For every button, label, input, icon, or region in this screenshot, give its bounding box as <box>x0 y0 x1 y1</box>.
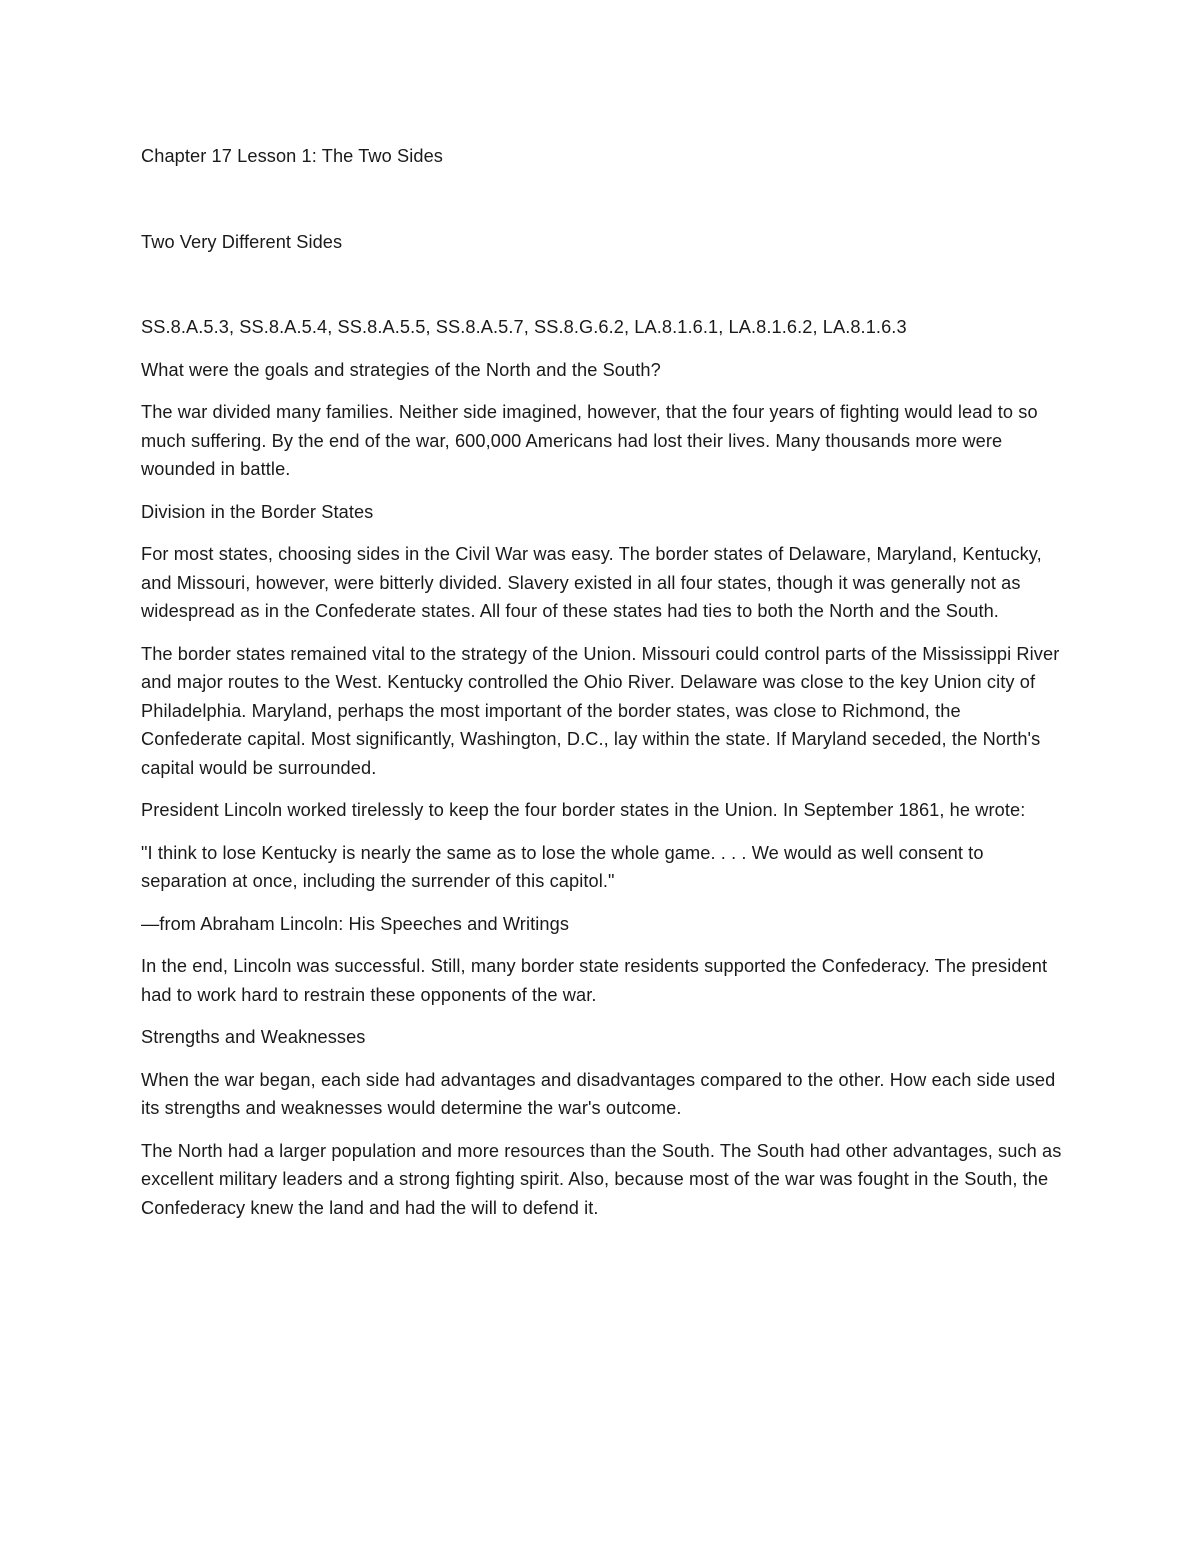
strengths-paragraph-1: When the war began, each side had advantages and disadvantages compared to the other. How each side used its strengths and weaknesses would determine the war's outcome. <box>141 1069 1056 1118</box>
lesson-title: Chapter 17 Lesson 1: The Two Sides <box>141 146 444 166</box>
heading-border-states: Division in the Border States <box>141 501 374 522</box>
heading-strengths: Strengths and Weaknesses <box>141 1027 366 1047</box>
lincoln-paragraph: President Lincoln worked tirelessly to keep the four border states in the Union. In September 1861, he wrote: <box>141 800 1026 820</box>
lincoln-quote: "I think to lose Kentucky is nearly the same as to lose the whole game. . . . We would as well consent to separation at once, including the surrender of this capitol." <box>141 842 984 891</box>
document-body <box>141 142 1066 1236</box>
border-paragraph-2: The border states remained vital to the strategy of the Union. Missouri could control parts of the Mississippi River and major routes to the West. Kentucky controlled the Ohio River. Delaware was close to the key Union city of Philadelphia. Maryland, perhaps the most important of the border states, was close to Richmond, the Confederate capital. Most significantly, Washington, D.C., lay within the state. If Maryland seceded, the North's capital would be surrounded. <box>141 643 1060 778</box>
border-paragraph-1: For most states, choosing sides in the Civil War was easy. The border states of Delaware, Maryland, Kentucky, and Missouri, however, were bitterly divided. Slavery existed in all four states, though it was generally not as widespread as in the Confederate states. All four of these states had ties to both the North and the South. <box>141 544 1042 621</box>
strengths-paragraph-2: The North had a larger population and more resources than the South. The South had other advantages, such as excellent military leaders and a strong fighting spirit. Also, because most of the war was fought in the South, the Confederacy knew the land and had the will to defend it. <box>141 1140 1062 1218</box>
guiding-question: What were the goals and strategies of the North and the South? <box>141 359 661 380</box>
quote-source: —from Abraham Lincoln: His Speeches and Writings <box>141 913 570 934</box>
section-subtitle: Two Very Different Sides <box>141 231 343 252</box>
standards-list: SS.8.A.5.3, SS.8.A.5.4, SS.8.A.5.5, SS.8.A.5.7, SS.8.G.6.2, LA.8.1.6.1, LA.8.1.6.2, LA.8.1.6.3 <box>141 317 907 337</box>
end-paragraph: In the end, Lincoln was successful. Still, many border state residents supported the Confederacy. The president had to work hard to restrain these opponents of the war. <box>141 956 1048 1005</box>
intro-paragraph: The war divided many families. Neither side imagined, however, that the four years of fighting would lead to so much suffering. By the end of the war, 600,000 Americans had lost their lives. Many thousands more were wounded in battle. <box>141 402 1038 479</box>
